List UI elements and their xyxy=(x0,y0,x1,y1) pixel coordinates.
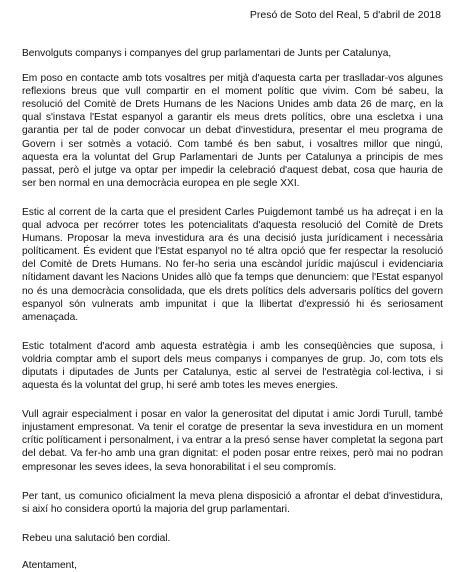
letter-body xyxy=(22,47,443,572)
letter-paragraph-2: Estic al corrent de la carta que el president Carles Puigdemont també us ha adreçat i en la qual advoca per recórrer totes les potencialitats d'aquesta resolució del Comitè de Drets Humans. Proposar la meva investidura ara és una decisió justa jurídicament i necessària políticament. És evident que l'Estat espanyol no té altra opció que fer respectar la resolució del Comitè de Drets Humans. No fer-ho seria una escàndol jurídic majúscul i evidenciaria nítidament davant les Nacions Unides allò que fa temps que denunciem: que l'Estat espanyol no és una democràcia consolidada, que els drets polítics dels adversaris polítics del govern espanyol són vulnerats amb impunitat i que la llibertat d'expressió hi és seriosament amenaçada. xyxy=(22,206,443,323)
letter-dateline: Presó de Soto del Real, 5 d'abril de 2018 xyxy=(249,9,441,21)
letter-paragraph-1: Em poso en contacte amb tots vosaltres per mitjà d'aquesta carta per traslladar-vos algunes reflexions breus que vull compartir en el moment polític que vivim. Com bé sabeu, la resolució del Comitè de Drets Humans de les Nacions Unides amb data 26 de març, en la qual s'instava l'Estat espanyol a garantir els meus drets polítics, obre una escletxa i una garantia per tal de poder convocar un debat d'investidura, presentar el meu programa de Govern i ser sotmès a votació. Com també és ben sabut, i vosaltres millor que ningú, aquesta era la voluntat del Grup Parlamentari de Junts per Catalunya a principis de mes passat, però el jutge va optar per impedir la celebració d'aquest debat, cosa que hauria de ser ben normal en una democràcia europea en ple segle XXI. xyxy=(22,73,443,189)
letter-greeting: Benvolguts companys i companyes del grup parlamentari de Junts per Catalunya, xyxy=(22,48,392,59)
letter-paragraph-5: Per tant, us comunico oficialment la meva plena disposició a afrontar el debat d'investidura, si així ho considera oportú la majoria del grup parlamentari. xyxy=(22,490,443,515)
letter-closing: Rebeu una salutació ben cordial. xyxy=(22,532,171,544)
letter-paragraph-4: Vull agrair especialment i posar en valor la generositat del diputat i amic Jordi Turull, també injustament empresonat. Va tenir el coratge de presentar la seva investidura en un moment crític políticament i personalment, i va entrar a la presó sense haver completat la segona part del debat. Va fer-ho amb una gran dignitat: el poden posar entre reixes, però mai no podran empresonar les seves idees, la seva honorabilitat i el seu compromís. xyxy=(22,409,443,473)
letter-signoff: Atentament, xyxy=(22,559,77,571)
letter-paragraph-3: Estic totalment d'acord amb aquesta estratègia i amb les conseqüències que suposa, i voldria comptar amb el suport dels meus companys i companyes de grup. Jo, com tots els diputats i diputades de Junts per Catalunya, estic al servei de l'estratègia col·lectiva, i si aquesta és la voluntat del grup, hi seré amb totes les meves energies. xyxy=(22,340,443,392)
